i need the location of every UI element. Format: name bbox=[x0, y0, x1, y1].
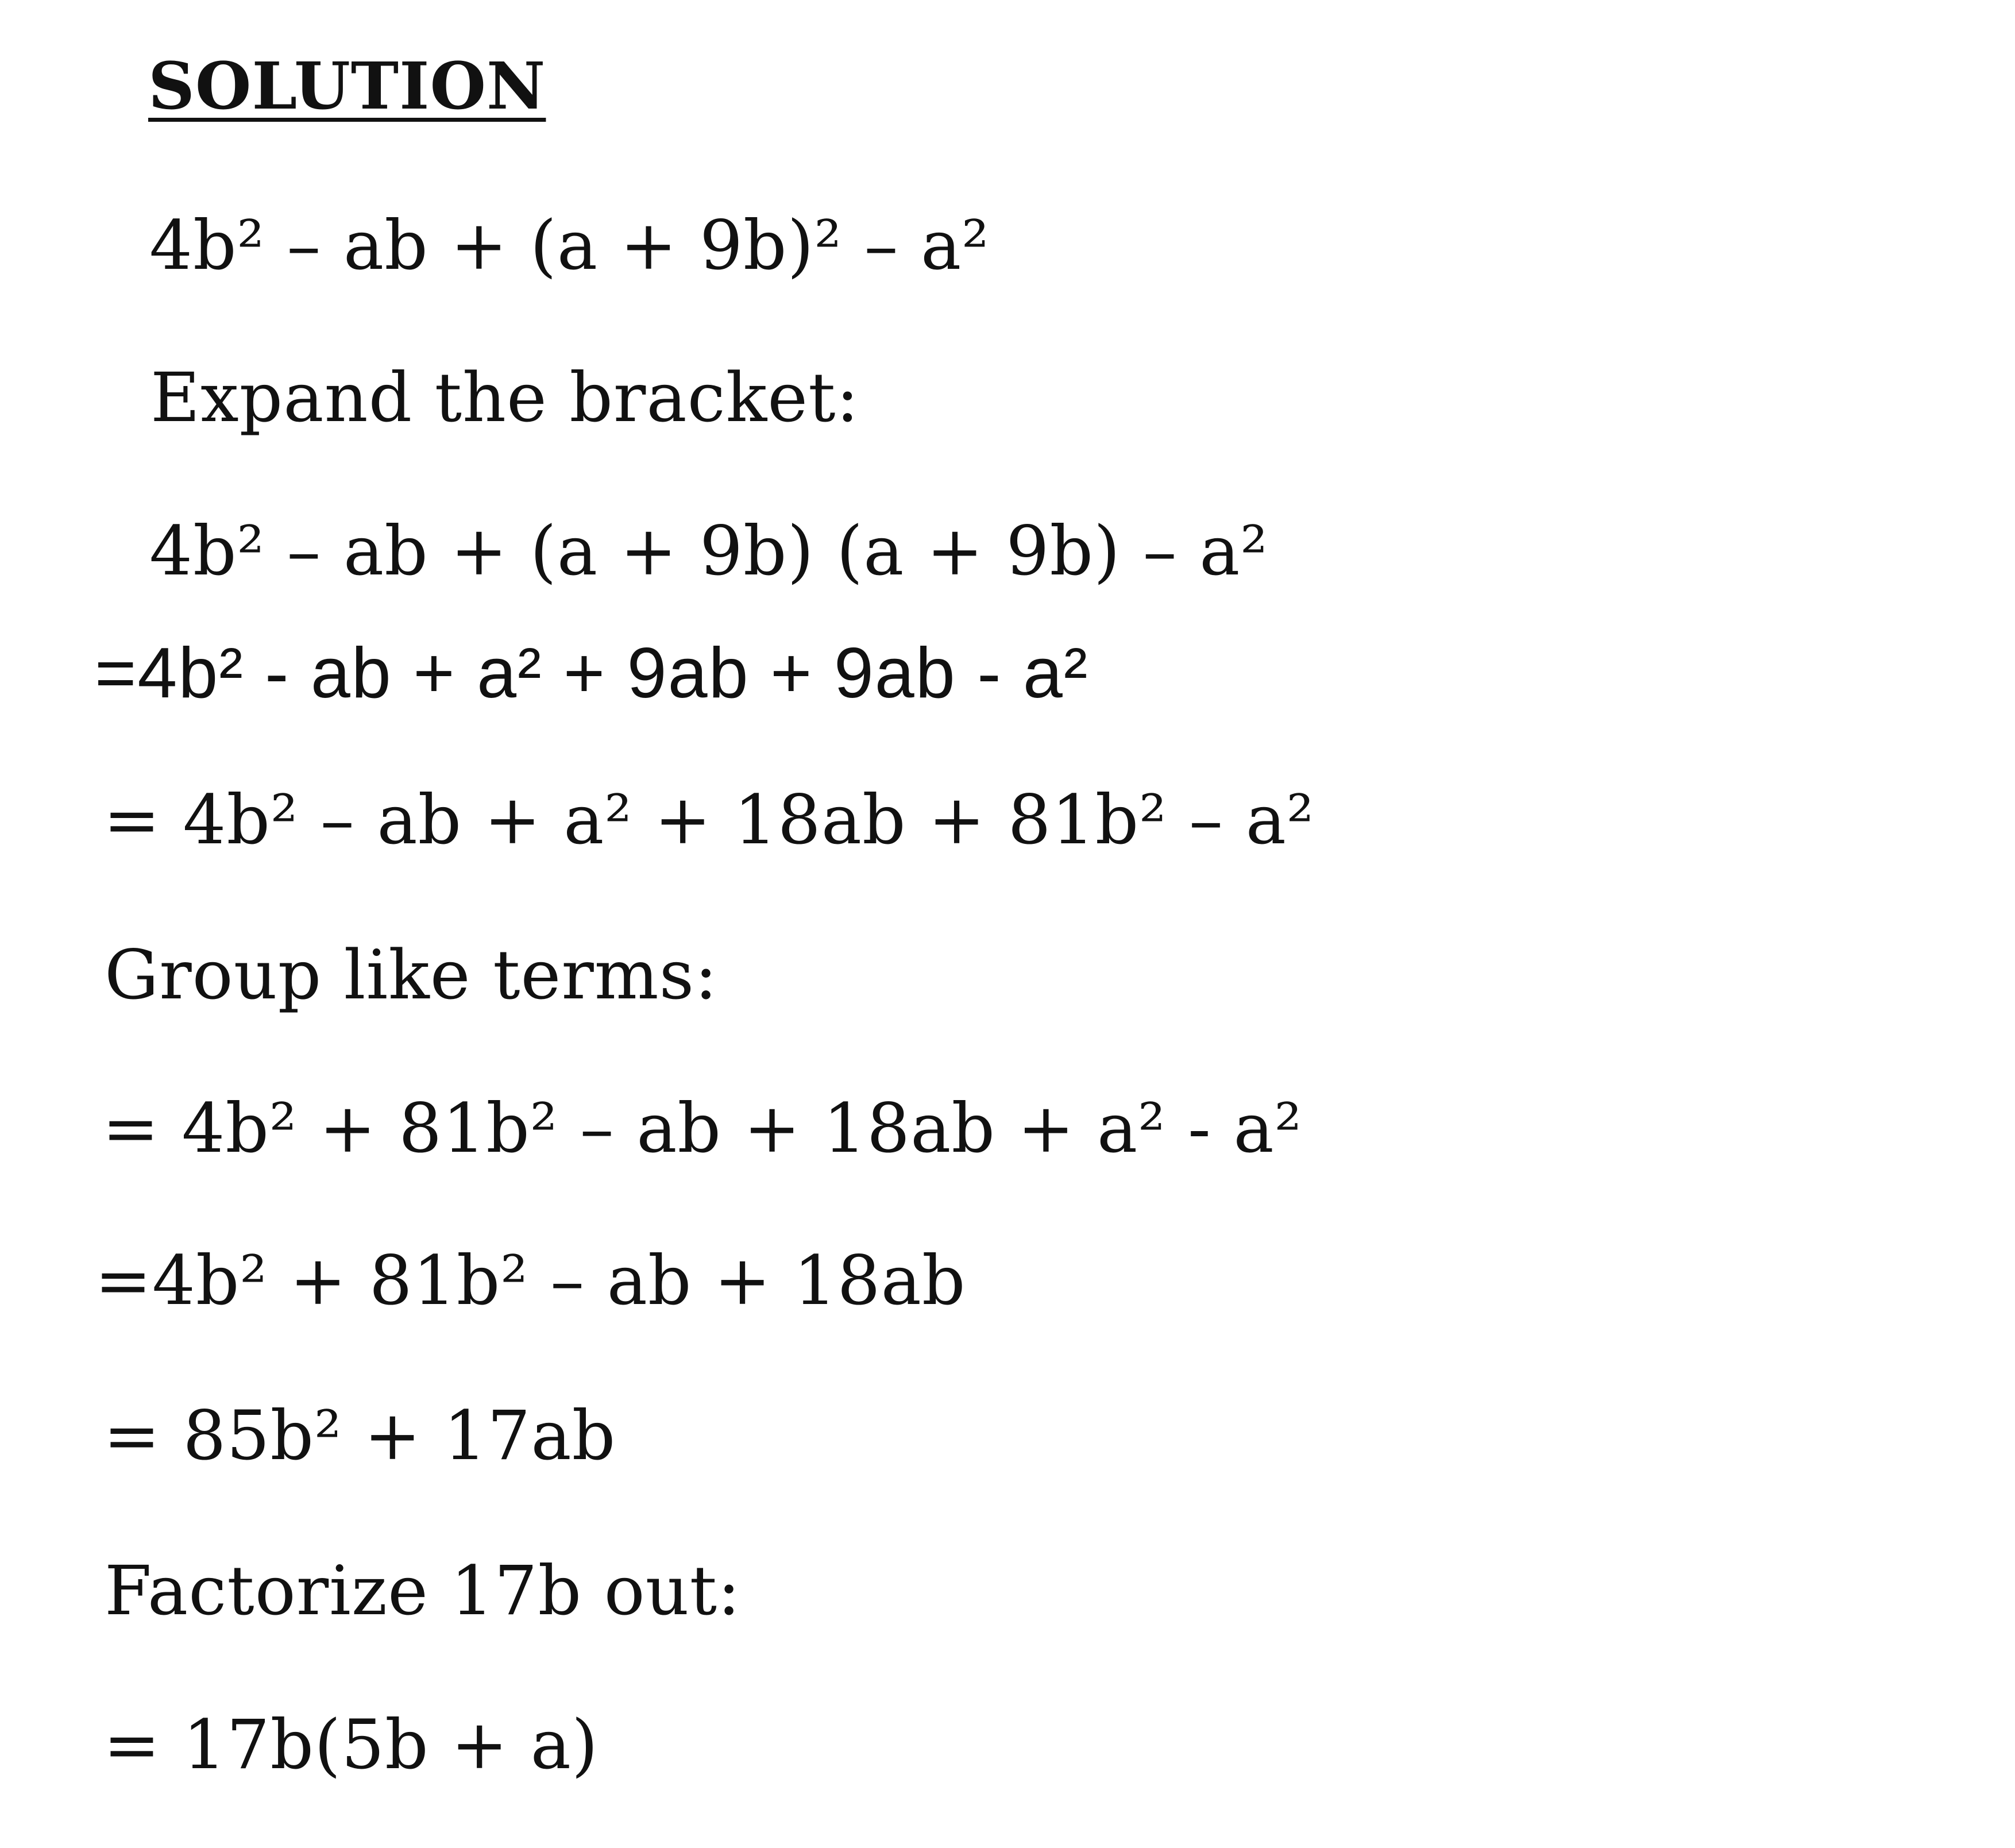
final-answer: = 17b(5b + a) bbox=[103, 1705, 599, 1784]
solution-heading: SOLUTION bbox=[148, 49, 546, 124]
factorize-instruction: Factorize 17b out: bbox=[105, 1551, 741, 1630]
grouped-expression: = 4b² + 81b² – ab + 18ab + a² - a² bbox=[102, 1089, 1303, 1168]
expanded-expression-step-1 bbox=[95, 634, 1089, 713]
expanded-expression-step-1-text: =4b² - ab + a² + 9ab + 9ab - a² bbox=[95, 634, 1089, 713]
bracket-expression: 4b² – ab + (a + 9b) (a + 9b) – a² bbox=[149, 511, 1268, 591]
original-expression: 4b² – ab + (a + 9b)² – a² bbox=[149, 206, 990, 285]
cancelled-expression: =4b² + 81b² – ab + 18ab bbox=[95, 1241, 966, 1320]
expanded-expression-step-2: = 4b² – ab + a² + 18ab + 81b² – a² bbox=[103, 780, 1315, 859]
expand-instruction: Expand the bracket: bbox=[150, 358, 860, 437]
group-instruction: Group like terms: bbox=[105, 935, 718, 1014]
simplified-expression: = 85b² + 17ab bbox=[103, 1396, 616, 1475]
